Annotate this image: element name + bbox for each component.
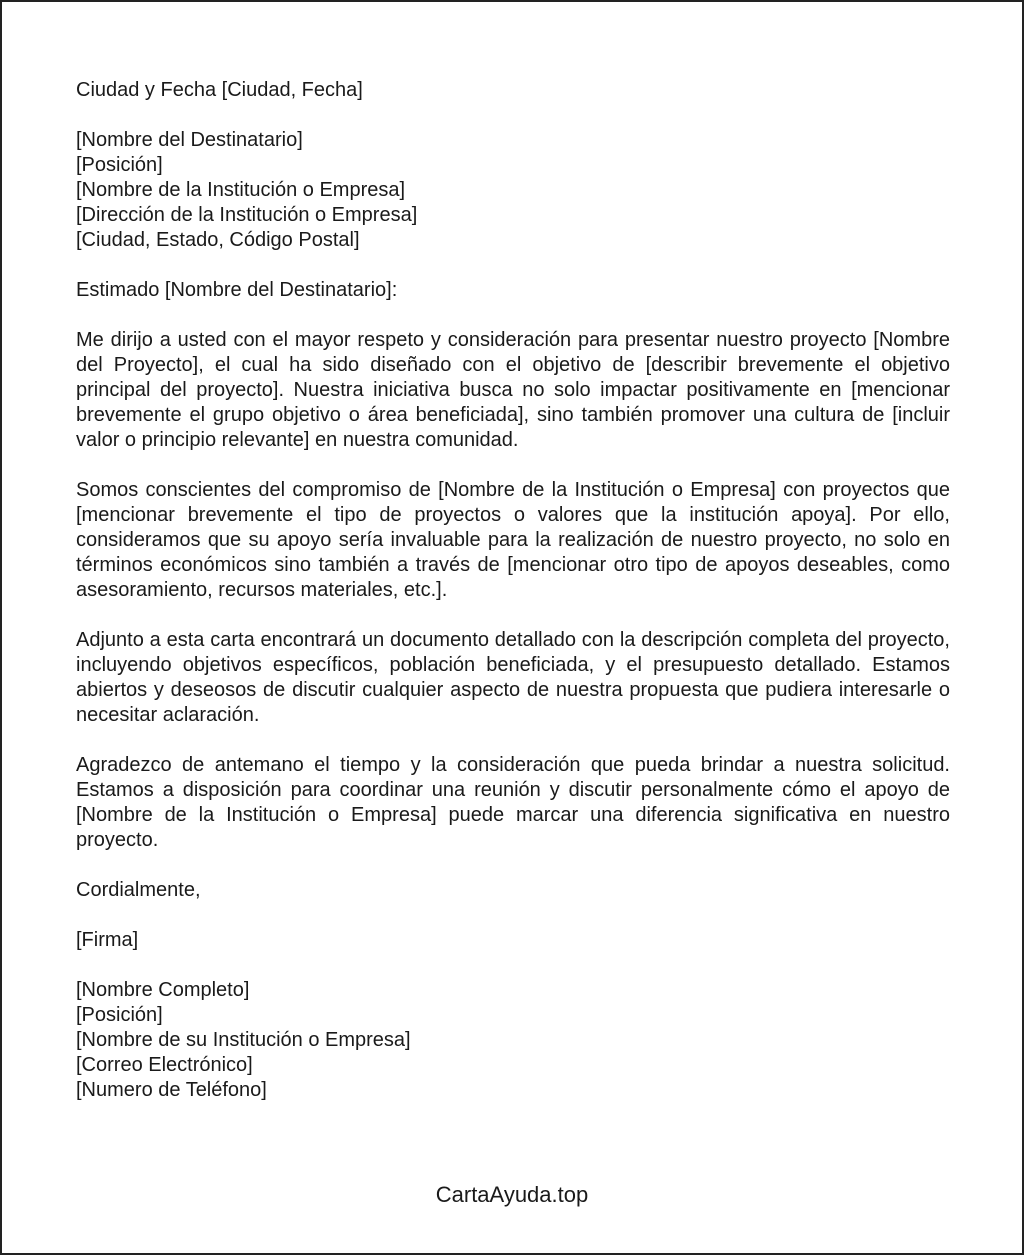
sender-institution: [Nombre de su Institución o Empresa] — [76, 1029, 411, 1051]
signature-placeholder: [Firma] — [76, 929, 139, 951]
sender-full-name: [Nombre Completo] — [76, 979, 250, 1001]
body-paragraph-4: Agradezco de antemano el tiempo y la consideración que pueda brindar a nuestra solicitud. Estamos a disposición para coordinar una reunión y discutir personalmente cómo el apoyo de [Nombre de la Institución o Empresa] puede marcar una diferencia significativa en nuestro proyecto. — [76, 754, 950, 851]
recipient-name: [Nombre del Destinatario] — [76, 129, 303, 151]
recipient-address: [Dirección de la Institución o Empresa] — [76, 204, 418, 226]
letter-body — [76, 78, 950, 1103]
site-watermark: CartaAyuda.top — [435, 1182, 589, 1207]
recipient-position: [Posición] — [76, 154, 163, 176]
body-paragraph-2: Somos conscientes del compromiso de [Nombre de la Institución o Empresa] con proyectos que [mencionar brevemente el tipo de proyectos o valores que la institución apoya]. Por ello, consideramos que su apoyo sería invaluable para la realización de nuestro proyecto, no solo en términos económicos sino también a través de [mencionar otro tipo de apoyos deseables, como asesoramiento, recursos materiales, etc.]. — [76, 479, 950, 601]
recipient-block — [76, 128, 950, 253]
sender-email: [Correo Electrónico] — [76, 1054, 253, 1076]
sender-phone: [Numero de Teléfono] — [76, 1079, 267, 1101]
sender-position: [Posición] — [76, 1004, 163, 1026]
recipient-city-state-zip: [Ciudad, Estado, Código Postal] — [76, 229, 360, 251]
sender-block — [76, 978, 950, 1103]
body-paragraph-1: Me dirijo a usted con el mayor respeto y consideración para presentar nuestro proyecto [Nombre del Proyecto], el cual ha sido diseñado con el objetivo de [describir brevemente el objetivo principal del proyecto]. Nuestra iniciativa busca no solo impactar positivamente en [mencionar brevemente el grupo objetivo o área beneficiada], sino también promover una cultura de [incluir valor o principio relevante] en nuestra comunidad. — [76, 329, 950, 451]
recipient-institution: [Nombre de la Institución o Empresa] — [76, 179, 406, 201]
body-paragraph-3: Adjunto a esta carta encontrará un documento detallado con la descripción completa del proyecto, incluyendo objetivos específicos, población beneficiada, y el presupuesto detallado. Estamos abiertos y deseosos de discutir cualquier aspecto de nuestra propuesta que pudiera interesarle o necesitar aclaración. — [76, 629, 950, 726]
greeting: Estimado [Nombre del Destinatario]: — [76, 279, 398, 301]
date-line: Ciudad y Fecha [Ciudad, Fecha] — [76, 79, 363, 101]
closing: Cordialmente, — [76, 879, 201, 901]
